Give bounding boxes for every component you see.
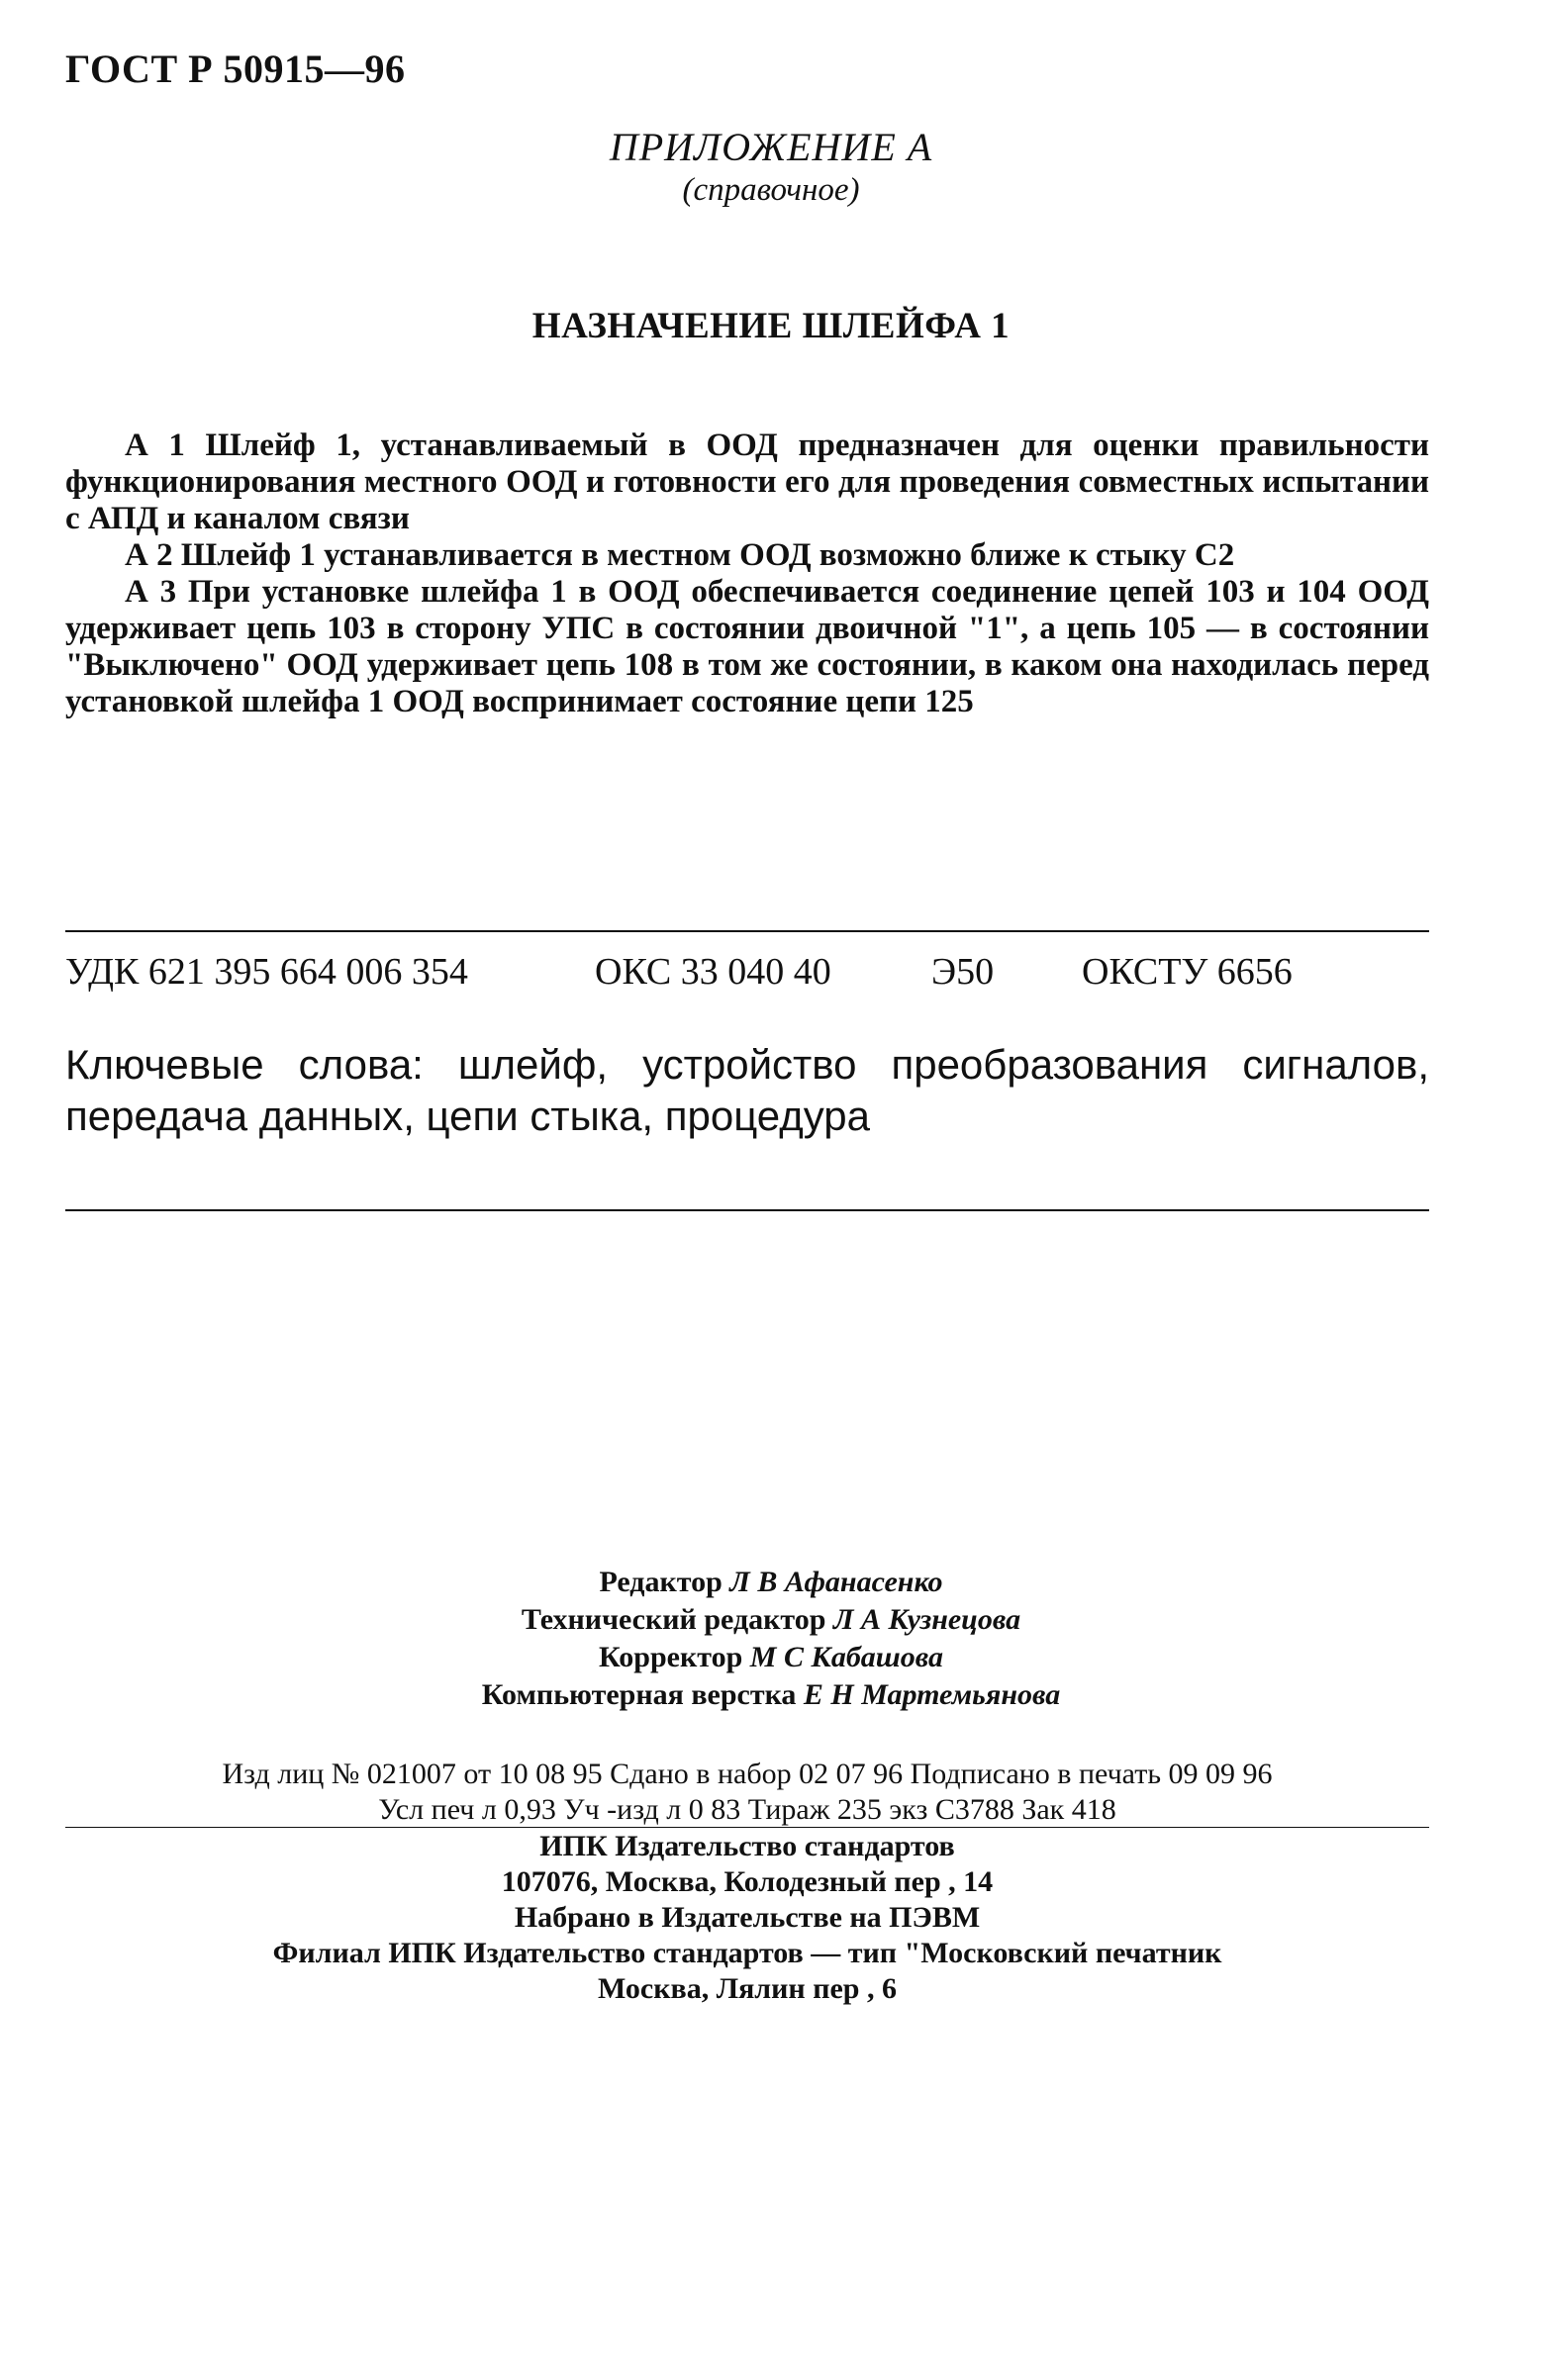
- paragraph-a1: А 1 Шлейф 1, устанавливаемый в ООД предназначен для оценки правильности функционирования местного ООД и готовности его для проведения совместных испытании с АПД и каналом связи: [65, 428, 1429, 536]
- keywords: Ключевые слова: шлейф, устройство преобразования сигналов, передача данных, цепи стыка, процедура: [65, 1041, 1429, 1139]
- publication-line-1: Изд лиц № 021007 от 10 08 95 Сдано в набор 02 07 96 Подписано в печать 09 09 96: [222, 1758, 1273, 1790]
- credit-corrector: [0, 1639, 1542, 1676]
- publication-line-2: Усл печ л 0,93 Уч -изд л 0 83 Тираж 235 экз С3788 Зак 418: [378, 1793, 1116, 1826]
- publisher-info: [65, 1829, 1429, 2007]
- oks-code: ОКС 33 040 40: [595, 951, 831, 993]
- credit-tech-editor: [0, 1601, 1542, 1639]
- appendix-note: (справочное): [682, 172, 860, 208]
- divider-publisher: [65, 1827, 1429, 1828]
- publisher-line-2: 107076, Москва, Колодезный пер , 14: [501, 1865, 994, 1898]
- credit-name: Л А Кузнецова: [832, 1603, 1021, 1636]
- credit-role: Компьютерная верстка: [481, 1678, 797, 1711]
- credit-name: Л В Афанасенко: [729, 1566, 943, 1598]
- publication-info: [65, 1757, 1429, 1828]
- credit-name: Е Н Мартемьянова: [803, 1678, 1061, 1711]
- standard-number: ГОСТ Р 50915—96: [65, 47, 406, 91]
- publisher-line-4: Филиал ИПК Издательство стандартов — тип "Московский печатник: [272, 1937, 1222, 1969]
- divider-top: [65, 930, 1429, 932]
- credit-role: Корректор: [599, 1641, 743, 1673]
- publisher-line-5: Москва, Лялин пер , 6: [598, 1972, 897, 2005]
- appendix-title: ПРИЛОЖЕНИЕ А: [609, 125, 933, 169]
- credit-editor: [0, 1564, 1542, 1601]
- publisher-line-1: ИПК Издательство стандартов: [539, 1830, 955, 1862]
- credit-role: Технический редактор: [521, 1603, 826, 1636]
- divider-bottom: [65, 1209, 1429, 1211]
- e-code: Э50: [931, 951, 995, 993]
- paragraph-a2: А 2 Шлейф 1 устанавливается в местном ООД возможно ближе к стыку С2: [125, 537, 1235, 573]
- paragraph-a3: А 3 При установке шлейфа 1 в ООД обеспечивается соединение цепей 103 и 104 ООД удерживает цепь 103 в сторону УПС в состоянии двоичной "1", а цепь 105 — в состоянии "Выключено" ООД удерживает цепь 108 в том же состоянии, в каком она находилась перед установкой шлейфа 1 ООД воспринимает состояние цепи 125: [65, 574, 1429, 719]
- publisher-line-3: Набрано в Издательстве на ПЭВМ: [514, 1901, 981, 1934]
- udk-code: УДК 621 395 664 006 354: [65, 951, 468, 993]
- okstu-code: ОКСТУ 6656: [1082, 951, 1293, 993]
- section-title: НАЗНАЧЕНИЕ ШЛЕЙФА 1: [531, 306, 1011, 346]
- body-text: [65, 428, 1429, 720]
- credit-role: Редактор: [599, 1566, 723, 1598]
- credit-layout: [0, 1676, 1542, 1714]
- credits: [0, 1564, 1542, 1714]
- appendix-heading: [0, 124, 1542, 209]
- credit-name: М С Кабашова: [749, 1641, 943, 1673]
